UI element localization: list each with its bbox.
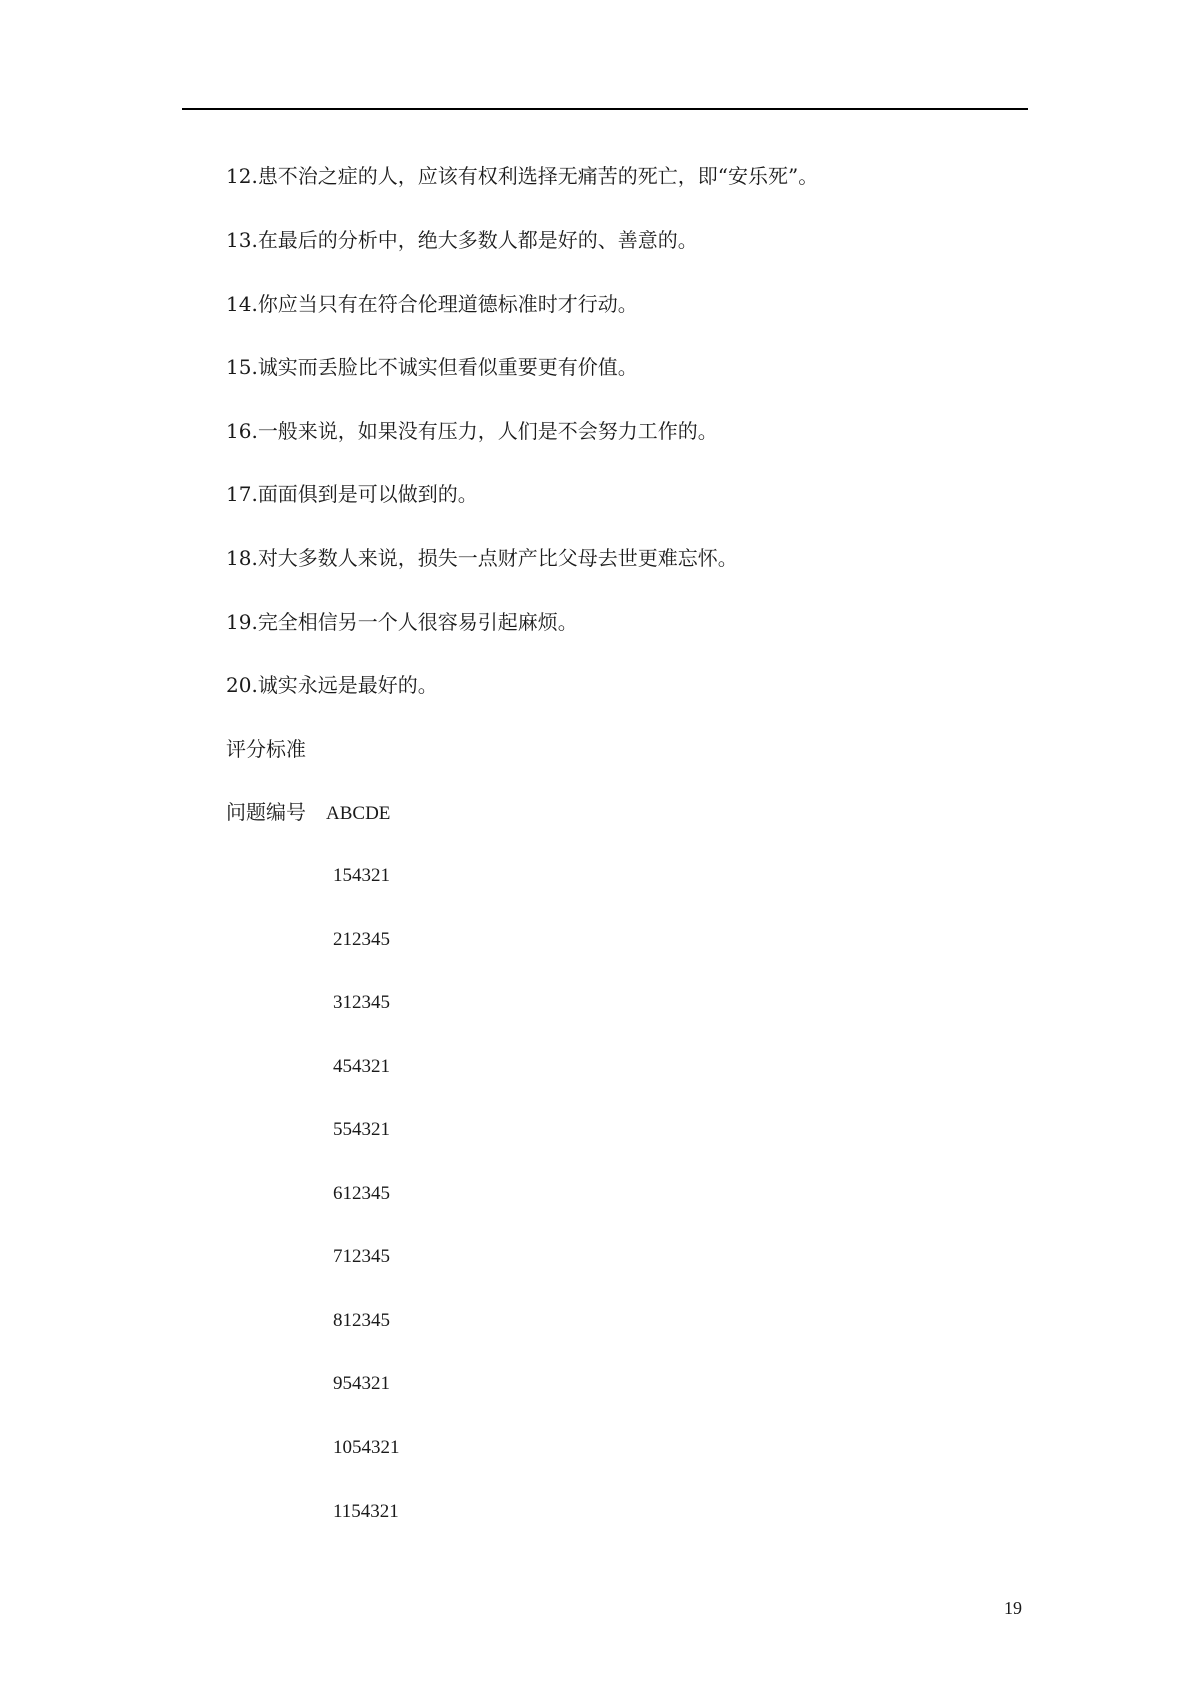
score-row: 712345 bbox=[333, 1246, 390, 1267]
question-item: 15.诚实而丢脸比不诚实但看似重要更有价值。 bbox=[226, 355, 638, 379]
score-row: 612345 bbox=[333, 1183, 390, 1204]
score-row: 812345 bbox=[333, 1310, 390, 1331]
scoring-title: 评分标准 bbox=[226, 737, 306, 761]
score-row: 312345 bbox=[333, 992, 390, 1013]
scoring-header bbox=[226, 798, 390, 828]
question-item: 20.诚实永远是最好的。 bbox=[226, 673, 438, 697]
scoring-header-columns: ABCDE bbox=[326, 803, 391, 824]
question-item: 16.一般来说，如果没有压力，人们是不会努力工作的。 bbox=[226, 419, 718, 443]
question-item: 17.面面俱到是可以做到的。 bbox=[226, 482, 478, 506]
score-row: 454321 bbox=[333, 1056, 390, 1077]
question-item: 19.完全相信另一个人很容易引起麻烦。 bbox=[226, 610, 578, 634]
score-row: 554321 bbox=[333, 1119, 390, 1140]
question-item: 18.对大多数人来说，损失一点财产比父母去世更难忘怀。 bbox=[226, 546, 738, 570]
score-row: 1154321 bbox=[333, 1501, 399, 1522]
header-rule bbox=[182, 108, 1028, 110]
question-item: 12.患不治之症的人，应该有权利选择无痛苦的死亡，即“安乐死”。 bbox=[226, 164, 819, 188]
page-number: 19 bbox=[1004, 1598, 1022, 1618]
score-row: 954321 bbox=[333, 1373, 390, 1394]
score-row: 1054321 bbox=[333, 1437, 400, 1458]
score-row: 154321 bbox=[333, 865, 390, 886]
question-item: 13.在最后的分析中，绝大多数人都是好的、善意的。 bbox=[226, 228, 698, 252]
question-item: 14.你应当只有在符合伦理道德标准时才行动。 bbox=[226, 292, 638, 316]
scoring-header-label: 问题编号 bbox=[226, 800, 306, 824]
score-row: 212345 bbox=[333, 929, 390, 950]
